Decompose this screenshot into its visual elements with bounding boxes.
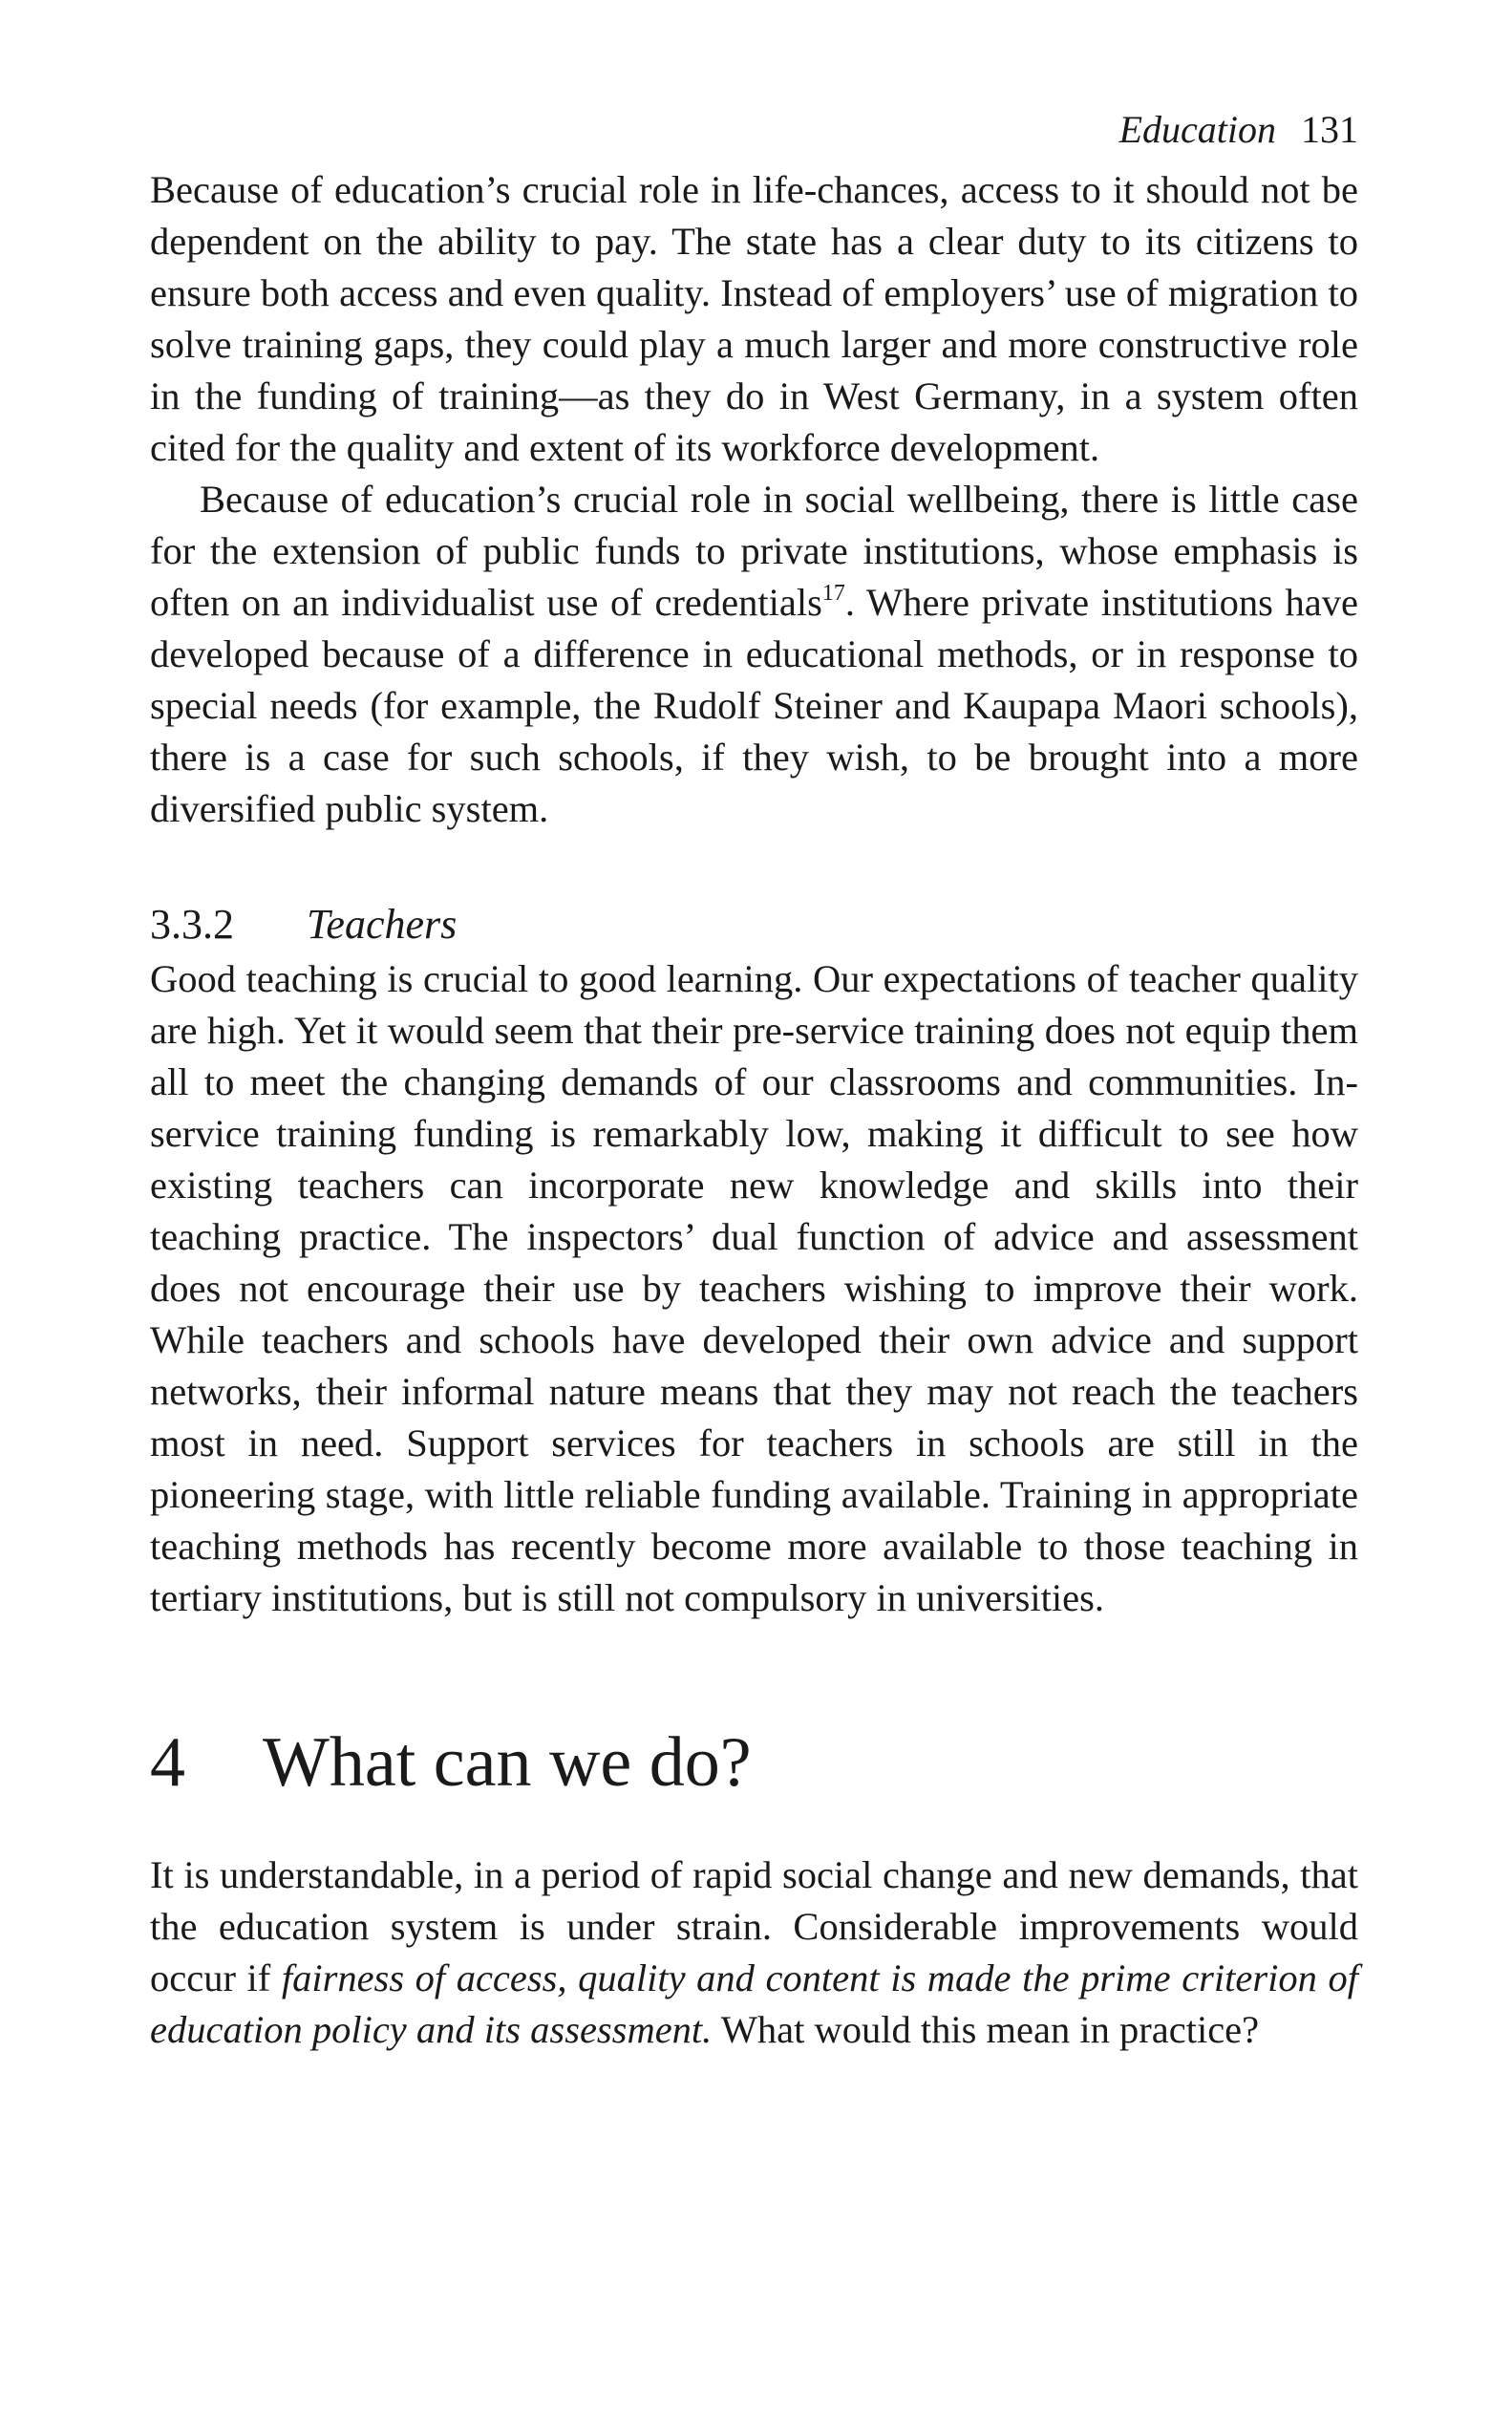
running-head	[150, 103, 1358, 160]
page-number: 131	[1301, 108, 1358, 151]
footnote-ref-17: 17	[821, 581, 845, 606]
paragraph-private-text-b: . Where private institutions have developed because of a difference in educational methods, or in response to special needs (for example, the Rudolf Steiner and Kaupapa Maori schools), there is a case for such schools, if they wish, to be brought into a more diversified public system.	[150, 581, 1358, 830]
paragraph-private-institutions	[150, 474, 1358, 835]
section-title: What can we do?	[263, 1723, 752, 1802]
subsection-number: 3.3.2	[150, 901, 234, 948]
paragraph-wcwd-start: It is understandable, in a period of rapid social change and new demands, that the education system is under strain. Considerable improvements would occur if	[150, 1853, 1358, 1999]
paragraph-access: Because of education’s crucial role in life-chances, access to it should not be dependent on the ability to pay. The state has a clear duty to its citizens to ensure both access and even quality. Instead of employers’ use of migration to solve training gaps, they could play a much larger and more constructive role in the funding of training—as they do in West Germany, in a system often cited for the quality and extent of its workforce development.	[150, 168, 1358, 469]
subsection-title: Teachers	[307, 901, 458, 948]
running-title: Education	[1118, 108, 1276, 151]
subsection-heading-teachers	[150, 898, 1358, 951]
paragraph-teachers: Good teaching is crucial to good learning. Our expectations of teacher quality are high. Yet it would seem that their pre-service training does not equip them all to meet the changing demands of our classrooms and communities. In-service training funding is remarkably low, making it difficult to see how existing teachers can incorporate new knowledge and skills into their teaching practice. The inspectors’ dual function of advice and assessment does not encourage their use by teachers wishing to improve their work. While teachers and schools have developed their own advice and support networks, their informal nature means that they may not reach the teachers most in need. Support services for teachers in schools are still in the pioneering stage, with little reliable funding available. Training in appropriate teaching methods has recently become more available to those teaching in tertiary institutions, but is still not compulsory in universities.	[150, 957, 1358, 1619]
section-heading-what-can-we-do	[150, 1720, 1358, 1806]
paragraph-what-can-we-do	[150, 1849, 1358, 2056]
section-number: 4	[150, 1723, 185, 1802]
book-page	[150, 103, 1358, 2056]
paragraph-private-text-a: Because of education’s crucial role in social wellbeing, there is little case for the extension of public funds to private institutions, whose emphasis is often on an individualist use of credentials	[150, 478, 1358, 624]
paragraph-wcwd-end: What would this mean in practice?	[712, 2008, 1260, 2051]
paragraph-wcwd-emphasis: fairness of access, quality and content is made the prime criterion of education policy and its assessment.	[150, 1956, 1358, 2051]
